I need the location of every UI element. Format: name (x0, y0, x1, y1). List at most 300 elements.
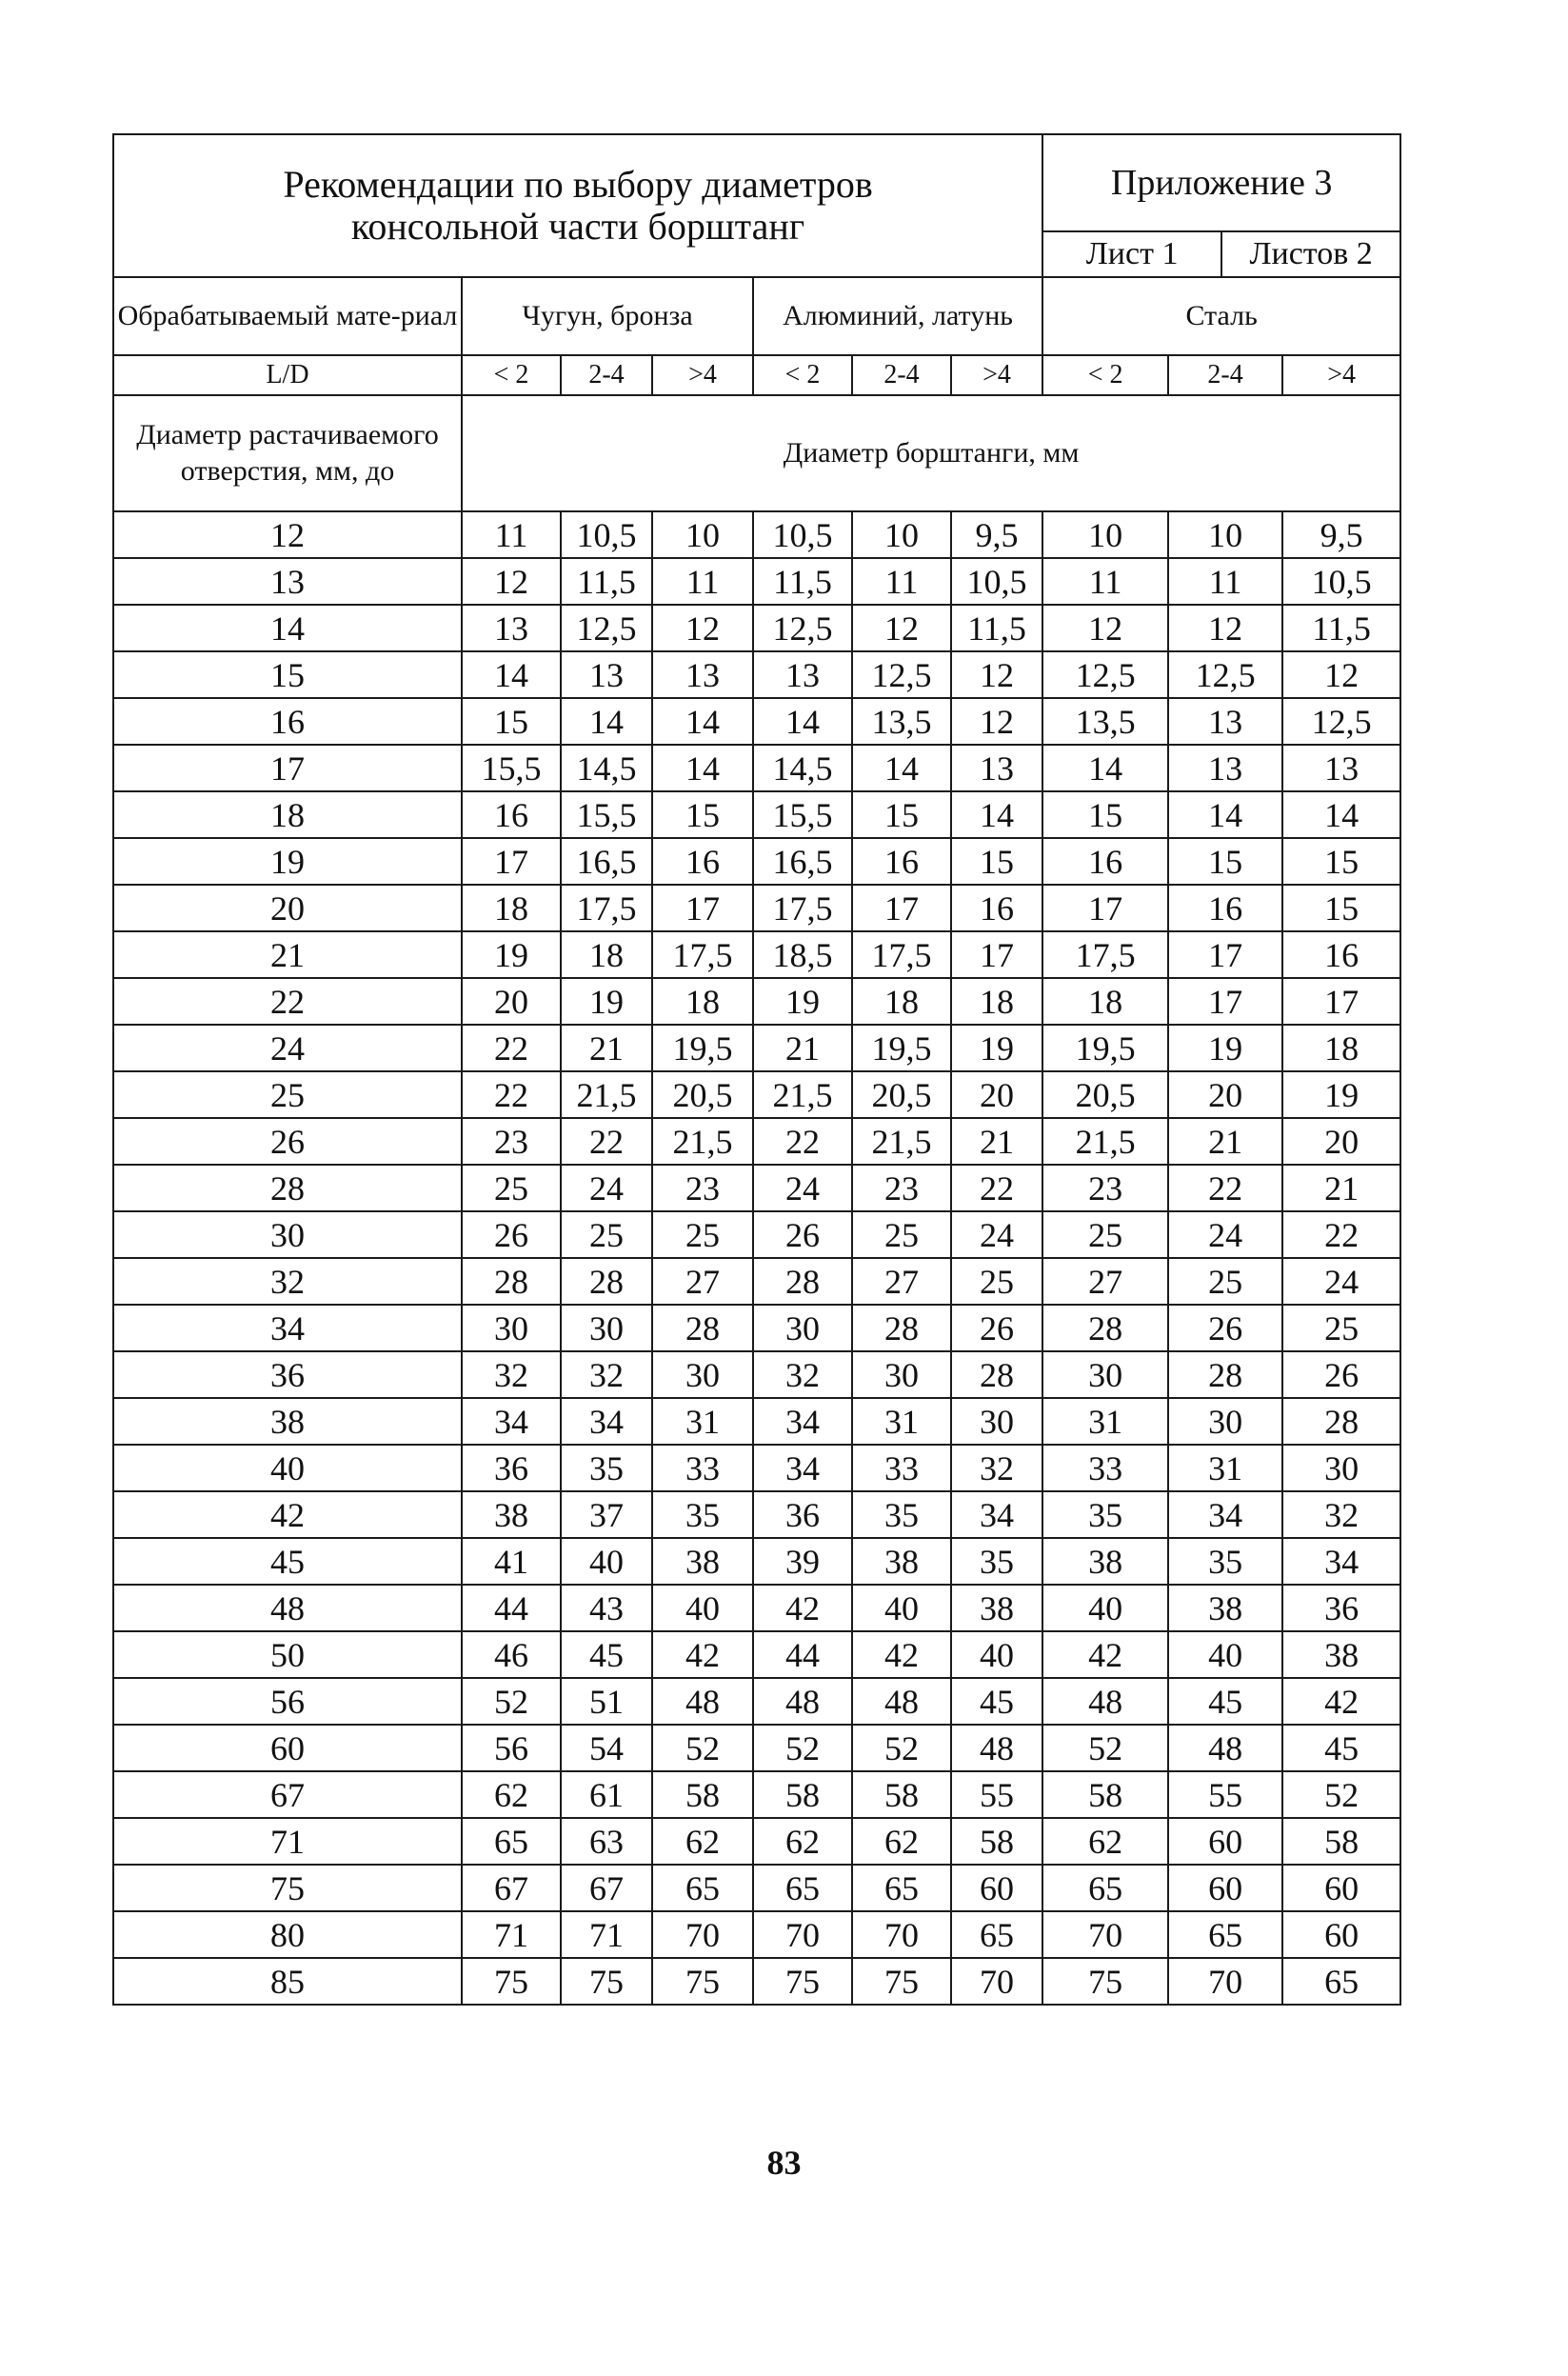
bar-diameter-cell: 12 (652, 605, 753, 651)
bar-diameter-cell: 18,5 (753, 931, 852, 978)
ld-value: >4 (1282, 355, 1400, 395)
table-row (113, 651, 1400, 698)
bar-diameter-cell: 46 (462, 1631, 561, 1678)
bar-diameter-cell: 42 (753, 1585, 852, 1631)
bar-diameter-cell: 12 (1282, 651, 1400, 698)
bar-diameter-cell: 17,5 (1042, 931, 1168, 978)
bar-diameter-cell: 13 (1168, 745, 1282, 791)
bar-diameter-cell: 34 (462, 1398, 561, 1445)
bar-diameter-cell: 14 (753, 698, 852, 745)
bar-diameter-cell: 45 (1168, 1678, 1282, 1725)
bar-diameter-cell: 38 (462, 1491, 561, 1538)
bar-diameter-label: Диаметр борштанги, мм (462, 395, 1400, 511)
bar-diameter-cell: 26 (951, 1305, 1042, 1351)
bar-diameter-cell: 42 (1042, 1631, 1168, 1678)
bar-diameter-cell: 19 (462, 931, 561, 978)
bar-diameter-cell: 26 (753, 1211, 852, 1258)
bar-diameter-cell: 63 (561, 1818, 652, 1865)
bar-diameter-cell: 27 (652, 1258, 753, 1305)
bar-diameter-cell: 65 (951, 1911, 1042, 1958)
bar-diameter-cell: 9,5 (1282, 511, 1400, 558)
bar-diameter-cell: 25 (852, 1211, 951, 1258)
bar-diameter-cell: 15,5 (753, 791, 852, 838)
hole-diameter-cell: 21 (113, 931, 462, 978)
bar-diameter-cell: 65 (1168, 1911, 1282, 1958)
table-row (113, 1398, 1400, 1445)
bar-diameter-cell: 12,5 (1282, 698, 1400, 745)
table-row (113, 1165, 1400, 1211)
bar-diameter-cell: 15,5 (561, 791, 652, 838)
bar-diameter-cell: 32 (753, 1351, 852, 1398)
bar-diameter-cell: 13 (462, 605, 561, 651)
bar-diameter-cell: 75 (561, 1958, 652, 2005)
bar-diameter-cell: 14 (561, 698, 652, 745)
bar-diameter-cell: 58 (753, 1771, 852, 1818)
hole-diameter-cell: 36 (113, 1351, 462, 1398)
bar-diameter-cell: 70 (753, 1911, 852, 1958)
bar-diameter-cell: 40 (852, 1585, 951, 1631)
hole-diameter-cell: 12 (113, 511, 462, 558)
bar-diameter-cell: 13 (951, 745, 1042, 791)
bar-diameter-cell: 18 (852, 978, 951, 1025)
hole-diameter-cell: 71 (113, 1818, 462, 1865)
hole-diameter-cell: 28 (113, 1165, 462, 1211)
bar-diameter-cell: 19,5 (1042, 1025, 1168, 1071)
bar-diameter-cell: 33 (652, 1445, 753, 1491)
bar-diameter-cell: 38 (1042, 1538, 1168, 1585)
bar-diameter-cell: 41 (462, 1538, 561, 1585)
bar-diameter-cell: 75 (652, 1958, 753, 2005)
title-line-2: консольной части борштанг (350, 205, 805, 248)
ld-value: 2-4 (852, 355, 951, 395)
bar-diameter-cell: 15 (1042, 791, 1168, 838)
bar-diameter-cell: 11 (462, 511, 561, 558)
bar-diameter-cell: 25 (1042, 1211, 1168, 1258)
bar-diameter-cell: 28 (753, 1258, 852, 1305)
bar-diameter-cell: 52 (852, 1725, 951, 1771)
table-title (113, 134, 1042, 277)
bar-diameter-cell: 30 (951, 1398, 1042, 1445)
bar-diameter-cell: 16 (1042, 838, 1168, 885)
bar-diameter-cell: 16 (1282, 931, 1400, 978)
bar-diameter-cell: 28 (652, 1305, 753, 1351)
bar-diameter-cell: 52 (652, 1725, 753, 1771)
bar-diameter-cell: 30 (561, 1305, 652, 1351)
bar-diameter-cell: 71 (561, 1911, 652, 1958)
bar-diameter-cell: 22 (561, 1118, 652, 1165)
bar-diameter-cell: 45 (1282, 1725, 1400, 1771)
bar-diameter-cell: 70 (1042, 1911, 1168, 1958)
bar-diameter-cell: 62 (462, 1771, 561, 1818)
bar-diameter-cell: 30 (852, 1351, 951, 1398)
bar-diameter-cell: 21 (1282, 1165, 1400, 1211)
ld-value: 2-4 (561, 355, 652, 395)
table-row (113, 978, 1400, 1025)
bar-diameter-cell: 19 (1282, 1071, 1400, 1118)
table-row (113, 1678, 1400, 1725)
bar-diameter-cell: 10,5 (1282, 558, 1400, 605)
table-row (113, 1818, 1400, 1865)
bar-diameter-cell: 20,5 (1042, 1071, 1168, 1118)
bar-diameter-cell: 14,5 (753, 745, 852, 791)
bar-diameter-cell: 56 (462, 1725, 561, 1771)
bar-diameter-cell: 13 (561, 651, 652, 698)
bar-diameter-cell: 13 (1282, 745, 1400, 791)
bar-diameter-cell: 25 (951, 1258, 1042, 1305)
bar-diameter-cell: 60 (1282, 1911, 1400, 1958)
bar-diameter-cell: 33 (1042, 1445, 1168, 1491)
bar-diameter-cell: 25 (1282, 1305, 1400, 1351)
bar-diameter-cell: 24 (1168, 1211, 1282, 1258)
hole-diameter-cell: 60 (113, 1725, 462, 1771)
bar-diameter-cell: 28 (852, 1305, 951, 1351)
bar-diameter-cell: 24 (951, 1211, 1042, 1258)
bar-diameter-cell: 21,5 (652, 1118, 753, 1165)
bar-diameter-cell: 17 (652, 885, 753, 931)
table-row (113, 1958, 1400, 2005)
bar-diameter-cell: 23 (652, 1165, 753, 1211)
table-row (113, 605, 1400, 651)
bar-diameter-cell: 12 (951, 651, 1042, 698)
ld-value: < 2 (753, 355, 852, 395)
table-row (113, 1025, 1400, 1071)
bar-diameter-cell: 23 (462, 1118, 561, 1165)
ld-label: L/D (113, 355, 462, 395)
material-steel: Сталь (1042, 277, 1400, 355)
bar-diameter-cell: 48 (652, 1678, 753, 1725)
bar-diameter-cell: 36 (462, 1445, 561, 1491)
hole-diameter-cell: 80 (113, 1911, 462, 1958)
bar-diameter-cell: 30 (462, 1305, 561, 1351)
bar-diameter-cell: 12 (852, 605, 951, 651)
bar-diameter-cell: 55 (951, 1771, 1042, 1818)
hole-diameter-cell: 75 (113, 1865, 462, 1911)
bar-diameter-cell: 10 (1168, 511, 1282, 558)
bar-diameter-cell: 44 (753, 1631, 852, 1678)
ld-value: >4 (951, 355, 1042, 395)
bar-diameter-cell: 20 (1282, 1118, 1400, 1165)
bar-diameter-cell: 58 (852, 1771, 951, 1818)
bar-diameter-cell: 20 (951, 1071, 1042, 1118)
bar-diameter-cell: 62 (753, 1818, 852, 1865)
bar-diameter-cell: 12,5 (1042, 651, 1168, 698)
bar-diameter-cell: 28 (1168, 1351, 1282, 1398)
bar-diameter-cell: 60 (1168, 1865, 1282, 1911)
bar-diameter-cell: 70 (1168, 1958, 1282, 2005)
material-cast-iron: Чугун, бронза (462, 277, 753, 355)
bar-diameter-cell: 51 (561, 1678, 652, 1725)
bar-diameter-cell: 12 (951, 698, 1042, 745)
table-row (113, 1258, 1400, 1305)
bar-diameter-cell: 31 (1042, 1398, 1168, 1445)
bar-diameter-cell: 44 (462, 1585, 561, 1631)
bar-diameter-cell: 58 (652, 1771, 753, 1818)
bar-diameter-cell: 19,5 (652, 1025, 753, 1071)
bar-diameter-cell: 60 (1168, 1818, 1282, 1865)
hole-diameter-cell: 67 (113, 1771, 462, 1818)
bar-diameter-cell: 12,5 (1168, 651, 1282, 698)
bar-diameter-cell: 18 (652, 978, 753, 1025)
bar-diameter-cell: 11 (652, 558, 753, 605)
bar-diameter-cell: 26 (1282, 1351, 1400, 1398)
bar-diameter-cell: 45 (561, 1631, 652, 1678)
bar-diameter-cell: 62 (652, 1818, 753, 1865)
bar-diameter-cell: 16,5 (561, 838, 652, 885)
bar-diameter-cell: 61 (561, 1771, 652, 1818)
bar-diameter-cell: 65 (462, 1818, 561, 1865)
bar-diameter-cell: 17 (1282, 978, 1400, 1025)
bar-diameter-cell: 13 (1168, 698, 1282, 745)
bar-diameter-cell: 45 (951, 1678, 1042, 1725)
bar-diameter-cell: 14 (1168, 791, 1282, 838)
bar-diameter-cell: 28 (1042, 1305, 1168, 1351)
bar-diameter-cell: 27 (1042, 1258, 1168, 1305)
bar-diameter-cell: 17 (1042, 885, 1168, 931)
bar-diameter-cell: 14 (852, 745, 951, 791)
bar-diameter-cell: 15 (462, 698, 561, 745)
bar-diameter-cell: 36 (1282, 1585, 1400, 1631)
hole-diameter-cell: 20 (113, 885, 462, 931)
table-row (113, 1865, 1400, 1911)
ld-value: >4 (652, 355, 753, 395)
hole-diameter-cell: 50 (113, 1631, 462, 1678)
bar-diameter-cell: 48 (1042, 1678, 1168, 1725)
ld-value: 2-4 (1168, 355, 1282, 395)
bar-diameter-cell: 20,5 (852, 1071, 951, 1118)
bar-diameter-cell: 48 (951, 1725, 1042, 1771)
bar-diameter-cell: 16 (951, 885, 1042, 931)
hole-diameter-cell: 48 (113, 1585, 462, 1631)
bar-diameter-cell: 13 (753, 651, 852, 698)
bar-diameter-cell: 35 (652, 1491, 753, 1538)
bar-diameter-cell: 21,5 (561, 1071, 652, 1118)
hole-diameter-label: Диаметр растачиваемого отверстия, мм, до (113, 395, 462, 511)
hole-diameter-cell: 34 (113, 1305, 462, 1351)
bar-diameter-cell: 10 (1042, 511, 1168, 558)
bar-diameter-cell: 31 (652, 1398, 753, 1445)
bar-diameter-cell: 65 (753, 1865, 852, 1911)
hole-diameter-cell: 15 (113, 651, 462, 698)
bar-diameter-cell: 38 (951, 1585, 1042, 1631)
bar-diameter-cell: 14 (951, 791, 1042, 838)
table-row (113, 558, 1400, 605)
bar-diameter-cell: 14,5 (561, 745, 652, 791)
bar-diameter-cell: 10,5 (753, 511, 852, 558)
table-row (113, 1771, 1400, 1818)
bar-diameter-cell: 10 (852, 511, 951, 558)
hole-diameter-cell: 25 (113, 1071, 462, 1118)
bar-diameter-cell: 25 (561, 1211, 652, 1258)
bar-diameter-cell: 22 (951, 1165, 1042, 1211)
table-row (113, 838, 1400, 885)
table-row (113, 1305, 1400, 1351)
bar-diameter-cell: 16 (462, 791, 561, 838)
bar-diameter-cell: 28 (462, 1258, 561, 1305)
bar-diameter-cell: 11 (1042, 558, 1168, 605)
bar-diameter-cell: 34 (753, 1398, 852, 1445)
bar-diameter-cell: 31 (852, 1398, 951, 1445)
bar-diameter-cell: 24 (561, 1165, 652, 1211)
table-row (113, 745, 1400, 791)
hole-diameter-cell: 18 (113, 791, 462, 838)
bar-diameter-cell: 30 (1282, 1445, 1400, 1491)
bar-diameter-cell: 38 (652, 1538, 753, 1585)
hole-diameter-cell: 16 (113, 698, 462, 745)
bar-diameter-cell: 22 (462, 1025, 561, 1071)
bar-diameter-cell: 62 (1042, 1818, 1168, 1865)
bar-diameter-cell: 14 (652, 698, 753, 745)
bar-diameter-cell: 52 (1282, 1771, 1400, 1818)
bar-diameter-cell: 34 (1282, 1538, 1400, 1585)
bar-diameter-cell: 32 (462, 1351, 561, 1398)
bar-diameter-cell: 21 (951, 1118, 1042, 1165)
bar-diameter-cell: 32 (1282, 1491, 1400, 1538)
hole-diameter-cell: 19 (113, 838, 462, 885)
bar-diameter-cell: 27 (852, 1258, 951, 1305)
table-row (113, 1118, 1400, 1165)
bar-diameter-cell: 28 (951, 1351, 1042, 1398)
bar-diameter-cell: 18 (1282, 1025, 1400, 1071)
bar-diameter-cell: 13,5 (1042, 698, 1168, 745)
bar-diameter-cell: 13,5 (852, 698, 951, 745)
bar-diameter-cell: 28 (1282, 1398, 1400, 1445)
bar-diameter-cell: 52 (462, 1678, 561, 1725)
bar-diameter-cell: 75 (753, 1958, 852, 2005)
table-row (113, 1351, 1400, 1398)
bar-diameter-cell: 19 (561, 978, 652, 1025)
bar-diameter-cell: 14 (1042, 745, 1168, 791)
hole-diameter-cell: 42 (113, 1491, 462, 1538)
bar-diameter-cell: 17,5 (652, 931, 753, 978)
ld-value: < 2 (462, 355, 561, 395)
appendix-label: Приложение 3 (1042, 134, 1400, 231)
bar-diameter-cell: 32 (951, 1445, 1042, 1491)
hole-diameter-cell: 13 (113, 558, 462, 605)
bar-diameter-cell: 35 (1168, 1538, 1282, 1585)
bar-diameter-cell: 70 (852, 1911, 951, 1958)
bar-diameter-cell: 18 (561, 931, 652, 978)
bar-diameter-cell: 40 (951, 1631, 1042, 1678)
hole-diameter-cell: 17 (113, 745, 462, 791)
bar-diameter-cell: 14 (1282, 791, 1400, 838)
bar-diameter-cell: 30 (1042, 1351, 1168, 1398)
hole-diameter-cell: 40 (113, 1445, 462, 1491)
bar-diameter-cell: 39 (753, 1538, 852, 1585)
bar-diameter-cell: 17,5 (852, 931, 951, 978)
hole-diameter-cell: 22 (113, 978, 462, 1025)
bar-diameter-cell: 52 (1042, 1725, 1168, 1771)
material-label: Обрабатываемый мате-риал (113, 277, 462, 355)
bar-diameter-cell: 18 (462, 885, 561, 931)
table-row (113, 1631, 1400, 1678)
bar-diameter-cell: 42 (652, 1631, 753, 1678)
bar-diameter-cell: 58 (1042, 1771, 1168, 1818)
bar-diameter-cell: 10,5 (561, 511, 652, 558)
bar-diameter-cell: 37 (561, 1491, 652, 1538)
hole-diameter-cell: 32 (113, 1258, 462, 1305)
bar-diameter-cell: 67 (561, 1865, 652, 1911)
bar-diameter-cell: 48 (852, 1678, 951, 1725)
bar-diameter-cell: 43 (561, 1585, 652, 1631)
bar-diameter-cell: 23 (1042, 1165, 1168, 1211)
table-row (113, 791, 1400, 838)
bar-diameter-cell: 21,5 (1042, 1118, 1168, 1165)
bar-diameter-cell: 75 (462, 1958, 561, 2005)
bar-diameter-cell: 35 (1042, 1491, 1168, 1538)
table-row (113, 1211, 1400, 1258)
bar-diameter-cell: 75 (852, 1958, 951, 2005)
bar-diameter-cell: 25 (462, 1165, 561, 1211)
bar-diameter-cell: 35 (852, 1491, 951, 1538)
bar-diameter-cell: 21,5 (753, 1071, 852, 1118)
hole-diameter-cell: 14 (113, 605, 462, 651)
bar-diameter-cell: 12,5 (561, 605, 652, 651)
bar-diameter-cell: 65 (1042, 1865, 1168, 1911)
bar-diameter-cell: 20,5 (652, 1071, 753, 1118)
bar-diameter-cell: 48 (1168, 1725, 1282, 1771)
bar-diameter-cell: 24 (753, 1165, 852, 1211)
bar-diameter-cell: 40 (1042, 1585, 1168, 1631)
table-row (113, 511, 1400, 558)
bar-diameter-cell: 33 (852, 1445, 951, 1491)
table-row (113, 1071, 1400, 1118)
bar-diameter-cell: 10,5 (951, 558, 1042, 605)
bar-diameter-cell: 42 (852, 1631, 951, 1678)
bar-diameter-cell: 65 (1282, 1958, 1400, 2005)
table-row (113, 1725, 1400, 1771)
page-number: 83 (766, 2144, 802, 2182)
bar-diameter-cell: 15 (852, 791, 951, 838)
bar-diameter-cell: 19 (1168, 1025, 1282, 1071)
bar-diameter-cell: 11,5 (753, 558, 852, 605)
bar-diameter-cell: 10 (652, 511, 753, 558)
bar-diameter-cell: 16,5 (753, 838, 852, 885)
table-row (113, 1445, 1400, 1491)
bar-diameter-cell: 15,5 (462, 745, 561, 791)
bar-diameter-cell: 25 (652, 1211, 753, 1258)
hole-diameter-cell: 30 (113, 1211, 462, 1258)
bar-diameter-cell: 16 (852, 838, 951, 885)
bar-diameter-cell: 34 (753, 1445, 852, 1491)
bar-diameter-cell: 16 (1168, 885, 1282, 931)
bar-diameter-cell: 18 (1042, 978, 1168, 1025)
bar-diameter-cell: 16 (652, 838, 753, 885)
bar-diameter-cell: 40 (1168, 1631, 1282, 1678)
table-row (113, 1538, 1400, 1585)
bar-diameter-cell: 35 (951, 1538, 1042, 1585)
bar-diameter-cell: 30 (652, 1351, 753, 1398)
bar-diameter-cell: 9,5 (951, 511, 1042, 558)
bar-diameter-cell: 12,5 (753, 605, 852, 651)
bar-diameter-cell: 22 (1282, 1211, 1400, 1258)
bar-diameter-cell: 12 (462, 558, 561, 605)
bar-diameter-cell: 67 (462, 1865, 561, 1911)
table-row (113, 1585, 1400, 1631)
bar-diameter-cell: 30 (753, 1305, 852, 1351)
bar-diameter-cell: 15 (951, 838, 1042, 885)
bar-diameter-cell: 21 (1168, 1118, 1282, 1165)
bar-diameter-cell: 60 (1282, 1865, 1400, 1911)
ld-value: < 2 (1042, 355, 1168, 395)
bar-diameter-cell: 20 (462, 978, 561, 1025)
bar-diameter-cell: 22 (753, 1118, 852, 1165)
bar-diameter-cell: 12 (1042, 605, 1168, 651)
hole-diameter-cell: 24 (113, 1025, 462, 1071)
bar-diameter-cell: 24 (1282, 1258, 1400, 1305)
sheets-total: Листов 2 (1249, 236, 1373, 271)
title-line-1: Рекомендации по выбору диаметров (283, 163, 873, 206)
bar-diameter-cell: 15 (1168, 838, 1282, 885)
